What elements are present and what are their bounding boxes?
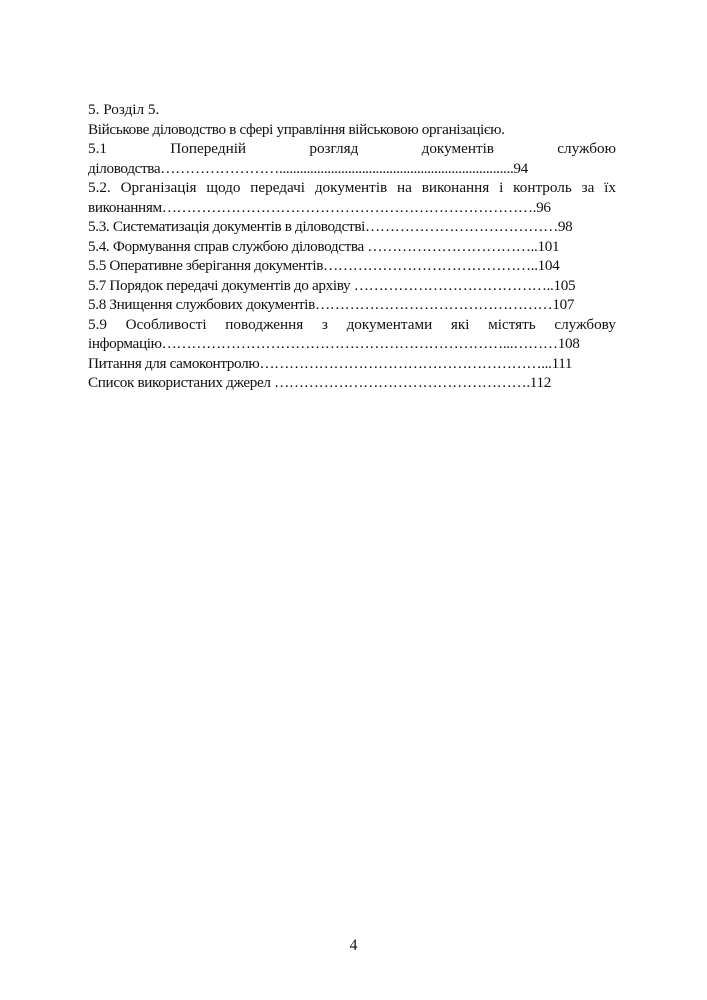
- toc-item-5-3: 5.3. Систематизація документів в діловодстві…………………………………98: [88, 218, 573, 235]
- toc-item-5-2: 5.2. Організація щодо передачі документів на виконання і контроль за їх: [88, 179, 616, 196]
- toc-item-5-2-continuation: виконанням………………………………………………………………….96: [88, 198, 551, 216]
- toc-item-5-4: 5.4. Формування справ службою діловодства ……………………………..101: [88, 237, 560, 255]
- toc-item-5-1-continuation: діловодства……………………....................................................................94: [88, 159, 528, 177]
- toc-item-questions: Питання для самоконтролю…………………………………………………...111: [88, 354, 573, 372]
- page-number: 4: [349, 937, 358, 954]
- toc-item-5-7: 5.7 Порядок передачі документів до архіву …………………………………..105: [88, 276, 576, 294]
- toc-item-5-8: 5.8 Знищення службових документів…………………………………………107: [88, 296, 575, 313]
- section-heading: 5. Розділ 5.: [88, 101, 160, 118]
- toc-item-references: Список використаних джерел …………………………………………….112: [88, 374, 551, 391]
- toc-item-5-1: 5.1 Попередній розгляд документів службою: [88, 140, 616, 157]
- toc-item-5-5: 5.5 Оперативне зберігання документів……………………………………..104: [88, 257, 560, 274]
- toc-item-5-9-continuation: інформацію……………………………………………………………...………108: [88, 335, 580, 352]
- toc-item-5-9: 5.9 Особливості поводження з документами які містять службову: [88, 315, 616, 333]
- section-title: Військове діловодство в сфері управління військовою організацією.: [88, 120, 505, 138]
- table-of-contents: [88, 100, 616, 393]
